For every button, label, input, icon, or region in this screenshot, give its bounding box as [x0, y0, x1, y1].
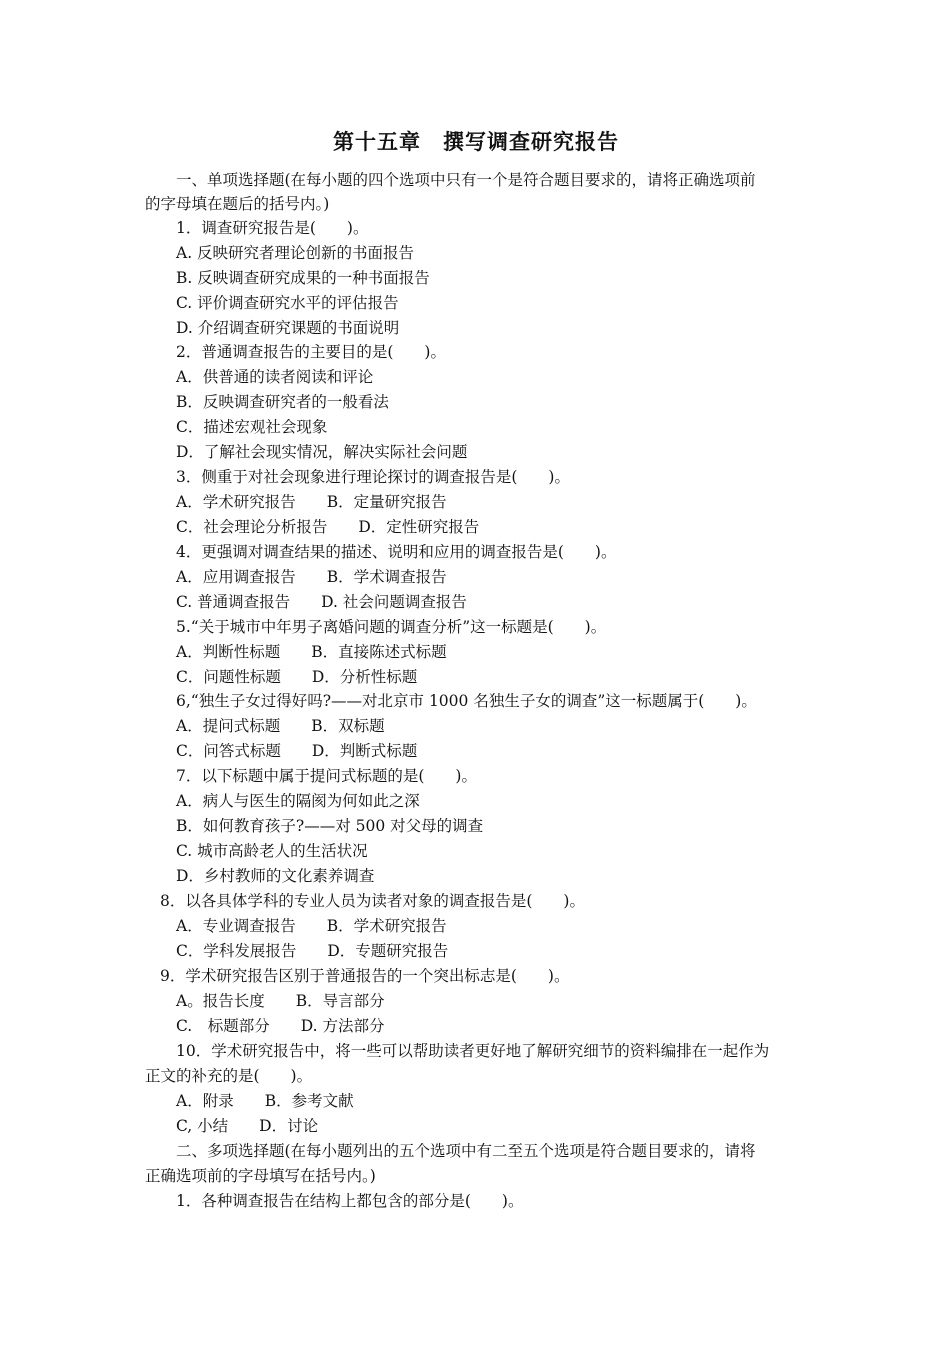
question-option: C. 评价调查研究水平的评估报告	[176, 294, 399, 312]
question-stem: 1．各种调查报告在结构上都包含的部分是( )。	[176, 1192, 524, 1210]
question-option: C. 城市高龄老人的生活状况	[176, 842, 368, 860]
question-option: A. 反映研究者理论创新的书面报告	[176, 244, 415, 262]
question-option: A．判断性标题 B．直接陈述式标题	[176, 643, 447, 661]
question-option: B．反映调查研究者的一般看法	[176, 393, 389, 411]
section1-intro-cont: 的字母填在题后的括号内。)	[145, 195, 330, 213]
question-stem-cont: 正文的补充的是( )。	[145, 1067, 313, 1085]
question-option: C．学科发展报告 D．专题研究报告	[176, 942, 449, 960]
question-option: C, 小结 D．讨论	[176, 1117, 319, 1135]
question-option: D．了解社会现实情况，解决实际社会问题	[176, 443, 468, 461]
question-option: C. 标题部分 D. 方法部分	[176, 1017, 385, 1035]
question-option: A．附录 B．参考文献	[176, 1092, 354, 1110]
question-option: A．学术研究报告 B．定量研究报告	[176, 493, 447, 511]
question-option: A．应用调查报告 B．学术调查报告	[176, 568, 447, 586]
section2-intro: 二、多项选择题(在每小题列出的五个选项中有二至五个选项是符合题目要求的，请将	[176, 1142, 756, 1160]
question-stem: 3．侧重于对社会现象进行理论探讨的调查报告是( )。	[176, 468, 570, 486]
question-option: A．供普通的读者阅读和评论	[176, 368, 374, 386]
question-option: D. 介绍调查研究课题的书面说明	[176, 319, 400, 337]
question-option: C．描述宏观社会现象	[176, 418, 328, 436]
question-option: B．如何教育孩子?——对 500 对父母的调查	[176, 817, 484, 835]
question-stem: 7．以下标题中属于提问式标题的是( )。	[176, 767, 477, 785]
section1-intro: 一、单项选择题(在每小题的四个选项中只有一个是符合题目要求的，请将正确选项前	[176, 171, 756, 189]
question-stem: 9．学术研究报告区别于普通报告的一个突出标志是( )。	[160, 967, 570, 985]
question-option: A。报告长度 B．导言部分	[176, 992, 385, 1010]
question-option: C．问答式标题 D．判断式标题	[176, 742, 418, 760]
question-stem: 10．学术研究报告中，将一些可以帮助读者更好地了解研究细节的资料编排在一起作为	[176, 1042, 770, 1060]
question-option: A．提问式标题 B．双标题	[176, 717, 385, 735]
question-stem: 8．以各具体学科的专业人员为读者对象的调查报告是( )。	[160, 892, 585, 910]
question-stem: 1．调查研究报告是( )。	[176, 219, 369, 237]
question-option: C．问题性标题 D．分析性标题	[176, 668, 418, 686]
question-option: A．专业调查报告 B．学术研究报告	[176, 917, 447, 935]
question-stem: 6,“独生子女过得好吗?——对北京市 1000 名独生子女的调查”这一标题属于( )。	[176, 692, 757, 710]
page-title: 第十五章 撰写调查研究报告	[333, 130, 619, 154]
question-option: C. 普通调查报告 D. 社会问题调查报告	[176, 593, 467, 611]
question-stem: 5.“关于城市中年男子离婚问题的调查分析”这一标题是( )。	[176, 618, 607, 636]
question-stem: 2．普通调查报告的主要目的是( )。	[176, 343, 446, 361]
question-option: C．社会理论分析报告 D．定性研究报告	[176, 518, 480, 536]
question-option: A．病人与医生的隔阂为何如此之深	[176, 792, 420, 810]
section2-intro-cont: 正确选项前的字母填写在括号内。)	[145, 1167, 376, 1185]
question-option: D．乡村教师的文化素养调查	[176, 867, 375, 885]
question-stem: 4．更强调对调查结果的描述、说明和应用的调查报告是( )。	[176, 543, 617, 561]
question-option: B. 反映调查研究成果的一种书面报告	[176, 269, 430, 287]
